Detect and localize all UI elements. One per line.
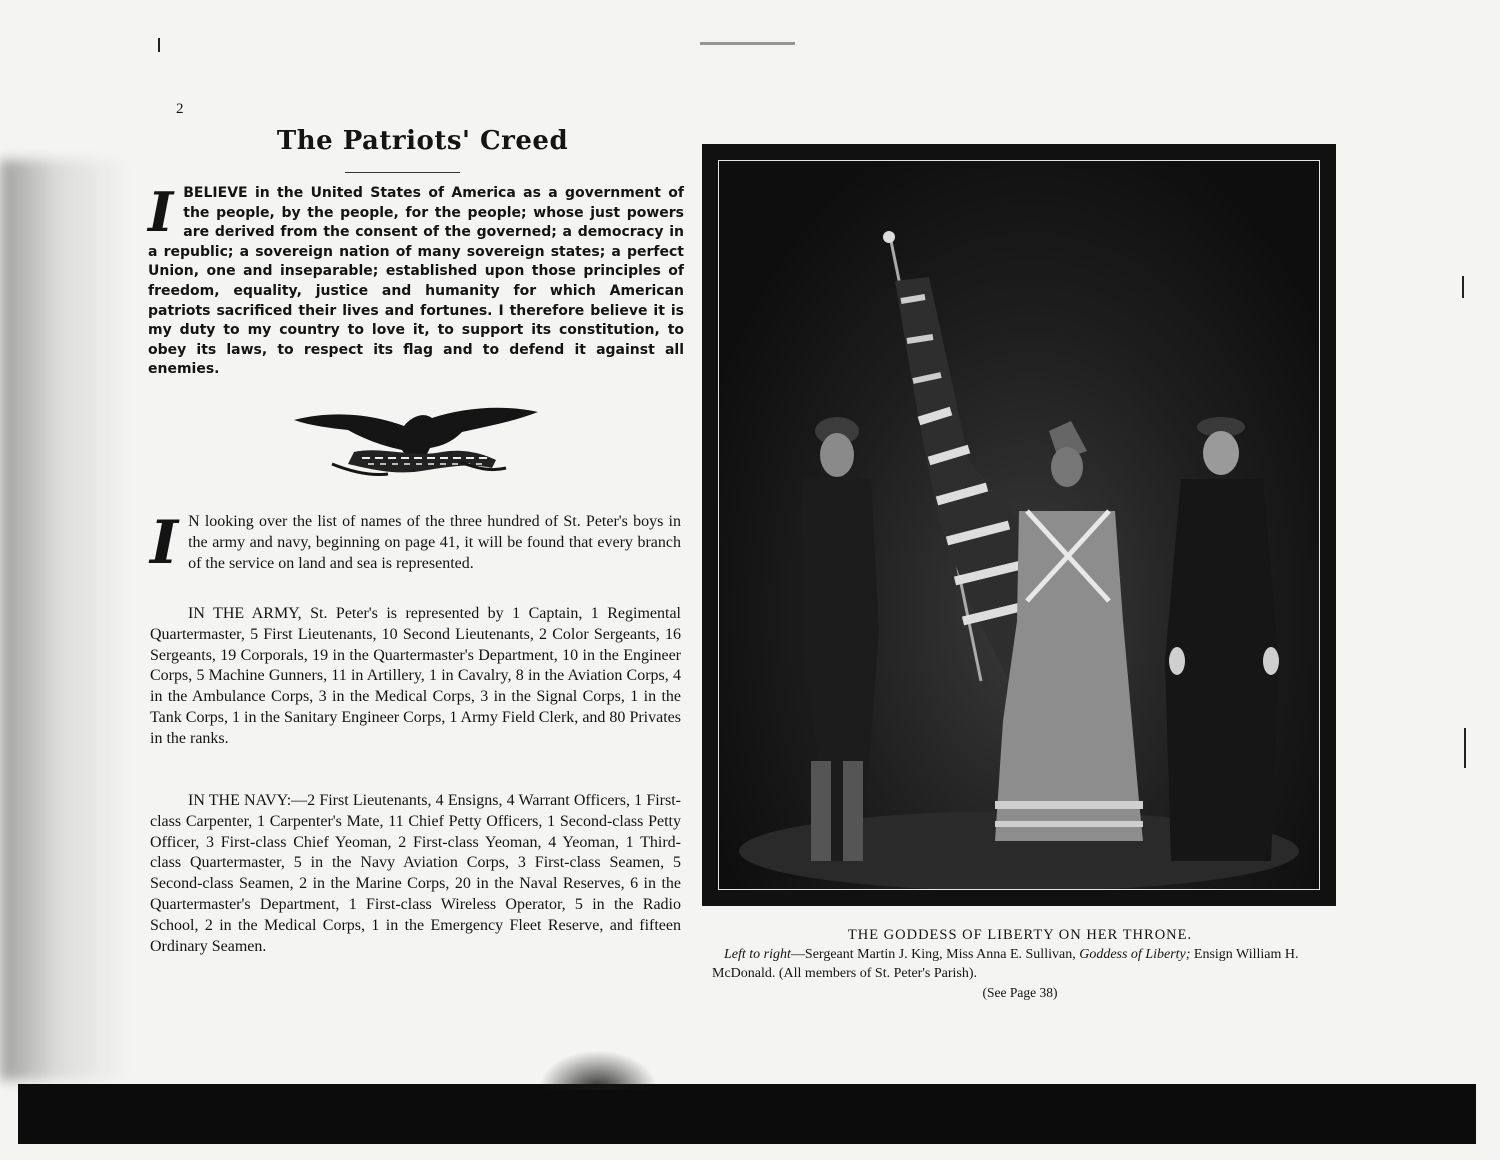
creed-text: BELIEVE in the United States of America as a government of the people, by the people, for the people; whose just powers are derived from the consent of the governed; a democracy in a republic; a sovereign nation of many sovereign states; a perfect Union, one and inseparable; established upon those principles of freedom, equality, justice and humanity for which American patriots sacrificed their lives and fortunes. I therefore believe it is my duty to my country to love it, to support its constitution, to obey its laws, to respect its flag and to defend it against all enemies. [148,185,684,378]
scan-mark [1462,276,1464,298]
ensign-figure [1165,417,1279,861]
creed-dropcap: I [148,180,174,244]
scan-bottom-band [18,1084,1476,1144]
photo-image [718,160,1320,890]
intro-dropcap: I [150,508,179,578]
caption-role: Goddess of Liberty; [1079,947,1191,962]
photo-caption [712,926,1328,1002]
caption-title: THE GODDESS OF LIBERTY ON HER THRONE. [847,927,1193,943]
scan-smudge [0,160,130,1080]
soldier-figure [801,417,879,861]
navy-paragraph: IN THE NAVY:—2 First Lieutenants, 4 Ensigns, 4 Warrant Officers, 1 First-class Carpenter, 1 Carpenter's Mate, 11 Chief Petty Officers, 1 Second-class Petty Officer, 3 First-class Chief Yeoman, 2 First-class Yeoman, 4 Yeoman, 1 Third-class Quartermaster, 5 in the Navy Aviation Corps, 3 First-class Seamen, 5 Second-class Seamen, 2 in the Marine Corps, 20 in the Naval Reserves, 6 in the Quartermaster's Department, 1 First-class Wireless Operator, 5 in the Radio School, 2 in the Medical Corps, 1 in the Emergency Fleet Reserve, and fifteen Ordinary Seamen. [150,792,681,955]
title-divider [345,172,460,173]
intro-paragraph [150,508,681,578]
caption-lead: Left to right [724,947,791,962]
creed-paragraph [148,180,684,380]
liberty-photo [702,144,1336,906]
caption-names [712,945,1328,983]
army-paragraph: IN THE ARMY, St. Peter's is represented by 1 Captain, 1 Regimental Quartermaster, 5 First Lieutenants, 10 Second Lieutenants, 2 Color Sergeants, 16 Sergeants, 19 Corporals, 19 in the Quartermaster's Department, 10 in the Engineer Corps, 5 Machine Gunners, 11 in Artillery, 1 in Cavalry, 8 in the Aviation Corps, 4 in the Ambulance Corps, 3 in the Medical Corps, 3 in the Signal Corps, 1 in the Tank Corps, 1 in the Sanitary Engineer Corps, 1 Army Field Clerk, and 80 Privates in the ranks. [150,605,681,747]
scan-mark [1464,728,1466,768]
caption-reference: (See Page 38) [982,985,1058,1000]
eagle-ornament-icon [292,402,540,478]
goddess-figure [995,421,1143,841]
page-title: The Patriots' Creed [276,126,569,156]
intro-text: N looking over the list of names of the three hundred of St. Peter's boys in the army and navy, beginning on page 41, it will be found that every branch of the service on land and sea is represented. [188,513,681,572]
scan-mark [158,38,160,52]
scan-mark [700,42,795,45]
caption-line-1: —Sergeant Martin J. King, Miss Anna E. Sullivan, [790,947,1080,962]
page-number: 2 [176,101,184,117]
caption-line-2: Ensign William H. McDonald. (All members of St. Peter's Parish). [712,947,1299,981]
